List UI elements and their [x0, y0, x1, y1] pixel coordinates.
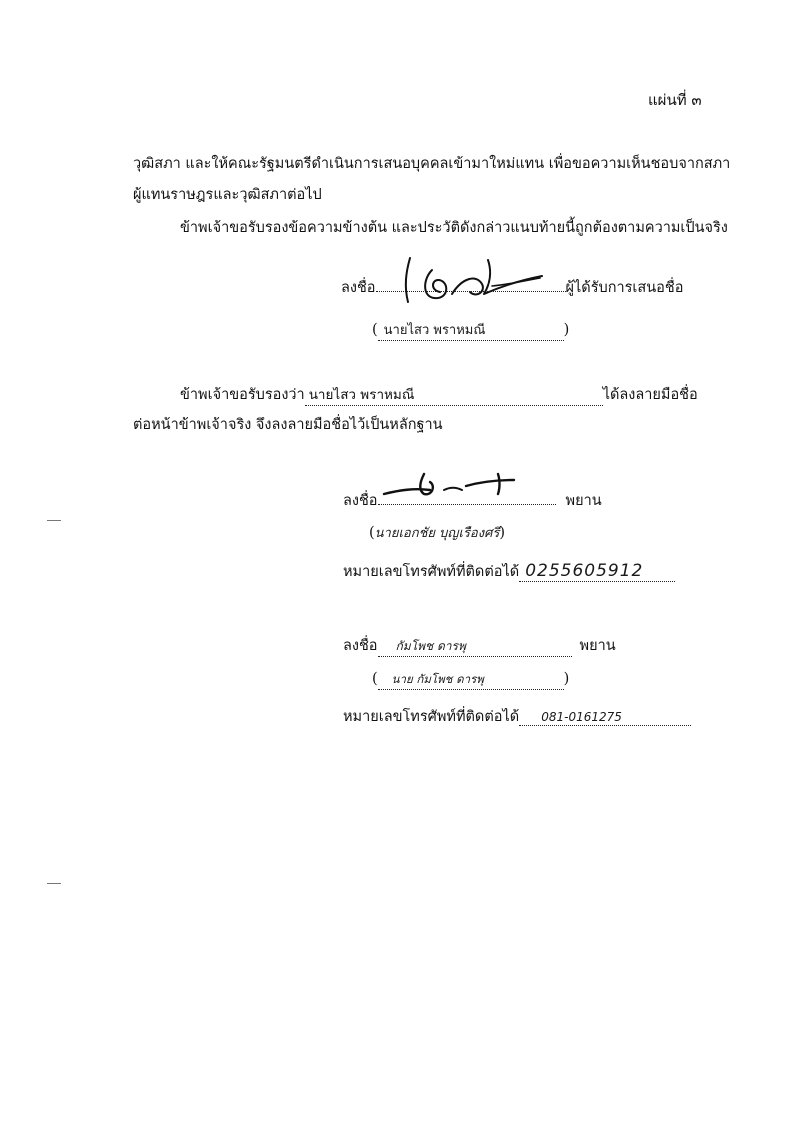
- nominee-role: ผู้ได้รับการเสนอชื่อ: [565, 280, 684, 296]
- paren-close: ): [563, 322, 570, 338]
- certification-statement: ข้าพเจ้าขอรับรองข้อความข้างต้น และประวัติดังกล่าวแนบท้ายนี้ถูกต้องตามความเป็นจริง: [180, 220, 728, 236]
- witness1-phone-line: [343, 560, 675, 583]
- witness-statement-suffix: ได้ลงลายมือชื่อ: [602, 387, 698, 403]
- sign-label: ลงชื่อ: [341, 280, 376, 296]
- paren-open: (: [372, 671, 378, 687]
- name-dotted-line: [378, 671, 564, 690]
- scan-speck: [47, 883, 61, 884]
- witness2-phone: 081-0161275: [541, 710, 622, 724]
- page-number: แผ่นที่ ๓: [648, 91, 702, 109]
- sign-label: ลงชื่อ: [343, 638, 378, 654]
- witness1-role: พยาน: [565, 493, 602, 509]
- witness2-signature: กัมโพช ดารพุ: [395, 639, 466, 653]
- witness-statement-line2: ต่อหน้าข้าพเจ้าจริง จึงลงลายมือชื่อไว้เป็นหลักฐาน: [133, 417, 443, 433]
- paragraph-line: ผู้แทนราษฎรและวุฒิสภาต่อไป: [133, 187, 322, 203]
- name-dotted-line: [378, 319, 564, 341]
- phone-label: หมายเลขโทรศัพท์ที่ติดต่อได้: [343, 564, 520, 580]
- witness2-role: พยาน: [579, 638, 616, 654]
- witness2-name: นาย กัมโพช ดารพุ: [391, 672, 484, 686]
- witness-statement-prefix: ข้าพเจ้าขอรับรองว่า: [180, 387, 305, 403]
- paren-open: (: [369, 525, 375, 541]
- statement-name: นายไสว พราหมณี: [308, 387, 415, 403]
- statement-dotted-line: [305, 383, 603, 406]
- witness1-phone: 0255605912: [525, 561, 644, 581]
- witness2-name-line: [372, 671, 569, 690]
- witness2-signature-line: [343, 634, 616, 657]
- witness1-name: นายเอกชัย บุญเรืองศรี: [374, 526, 500, 541]
- witness1-signature: [380, 468, 540, 508]
- witness-statement-line: [180, 383, 698, 406]
- paren-close: ): [563, 671, 570, 687]
- nominee-name-line: [372, 319, 569, 341]
- witness2-phone-line: [343, 705, 691, 728]
- scan-speck: [47, 520, 61, 521]
- paren-open: (: [372, 322, 378, 338]
- phone-label: หมายเลขโทรศัพท์ที่ติดต่อได้: [343, 709, 520, 725]
- phone-dotted-line: [519, 709, 691, 726]
- nominee-signature: [392, 250, 552, 310]
- witness1-name-line: [369, 522, 505, 543]
- paragraph-line: วุฒิสภา และให้คณะรัฐมนตรีดำเนินการเสนอบุคคลเข้ามาใหม่แทน เพื่อขอความเห็นชอบจากสภา: [133, 156, 731, 172]
- signature-dotted-line: [378, 637, 572, 657]
- sign-label: ลงชื่อ: [343, 493, 378, 509]
- nominee-name: นายไสว พราหมณี: [383, 323, 486, 338]
- paren-close: ): [499, 525, 505, 541]
- phone-dotted-line: [519, 561, 675, 582]
